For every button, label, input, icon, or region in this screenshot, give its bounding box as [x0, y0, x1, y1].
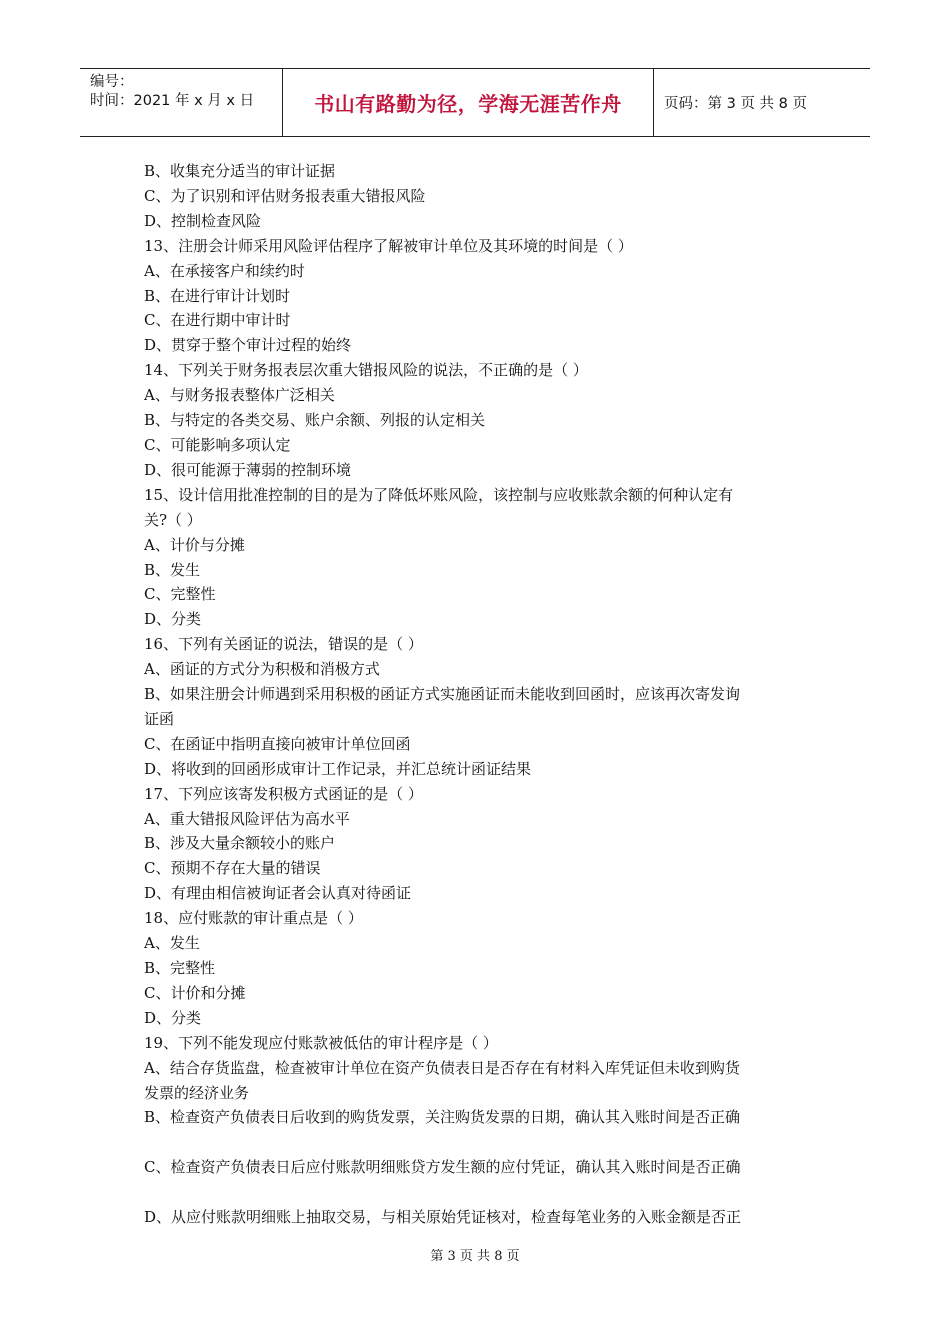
text-line: A、函证的方式分为积极和消极方式 [144, 660, 380, 679]
text-line: 17、下列应该寄发积极方式函证的是（ ） [144, 784, 423, 803]
text-line: B、与特定的各类交易、账户余额、列报的认定相关 [144, 411, 486, 430]
blank-line [144, 1130, 809, 1155]
header-page-code-cell [654, 69, 870, 136]
text-line: C、完整性 [144, 585, 216, 604]
header-motto-cell [282, 69, 654, 136]
text-line: B、完整性 [144, 959, 216, 977]
text-line: B、在进行审计计划时 [144, 286, 291, 305]
text-line: B、检查资产负债表日后收到的购货发票，关注购货发票的日期，确认其入账时间是否正确 [144, 1108, 741, 1127]
text-line: 18、应付账款的审计重点是（ ） [144, 909, 363, 928]
text-line: A、计价与分摊 [144, 535, 245, 554]
text-line: A、结合存货监盘，检查被审计单位在资产负债表日是否存在有材料入库凭证但未收到购货 [144, 1058, 740, 1077]
text-line: D、从应付账款明细账上抽取交易，与相关原始凭证核对，检查每笔业务的入账金额是否正 [144, 1208, 742, 1227]
text-line: D、分类 [144, 610, 202, 629]
page-header [80, 68, 870, 137]
document-number-label: 编号： [90, 74, 134, 90]
text-line: 证函 [144, 709, 175, 728]
text-line: D、很可能源于薄弱的控制环境 [144, 460, 352, 479]
document-date: 时间：2021 年 x 月 x 日 [90, 93, 255, 109]
header-page-code: 页码：第 3 页 共 8 页 [664, 96, 807, 112]
text-line: C、检查资产负债表日后应付账款明细账贷方发生额的应付凭证，确认其入账时间是否正确 [144, 1158, 741, 1177]
blank-line [144, 1180, 809, 1205]
text-line: 13、注册会计师采用风险评估程序了解被审计单位及其环境的时间是（ ） [144, 236, 633, 255]
text-line: C、为了识别和评估财务报表重大错报风险 [144, 186, 426, 205]
header-left-cell [80, 69, 282, 136]
text-line: C、在函证中指明直接向被审计单位回函 [144, 734, 411, 753]
text-line: B、收集充分适当的审计证据 [144, 162, 336, 180]
text-line: B、如果注册会计师遇到采用积极的函证方式实施函证而未能收到回函时，应该再次寄发询 [144, 685, 741, 704]
text-line: D、分类 [144, 1008, 202, 1027]
text-line: C、计价和分摊 [144, 983, 246, 1002]
text-line: A、发生 [144, 934, 200, 953]
text-line: A、在承接客户和续约时 [144, 261, 305, 280]
header-motto: 书山有路勤为径，学海无涯苦作舟 [314, 92, 622, 116]
text-line: 15、设计信用批准控制的目的是为了降低坏账风险，该控制与应收账款余额的何种认定有 [144, 485, 734, 504]
text-line: 发票的经济业务 [144, 1083, 250, 1102]
text-line: C、可能影响多项认定 [144, 435, 291, 454]
text-line: 19、下列不能发现应付账款被低估的审计程序是（ ） [144, 1033, 498, 1052]
text-line: B、涉及大量余额较小的账户 [144, 834, 336, 853]
text-line: D、控制检查风险 [144, 211, 262, 230]
text-line: D、有理由相信被询证者会认真对待函证 [144, 884, 412, 903]
text-line: C、预期不存在大量的错误 [144, 859, 321, 878]
text-line: C、在进行期中审计时 [144, 311, 291, 330]
text-line: 14、下列关于财务报表层次重大错报风险的说法，不正确的是（ ） [144, 361, 588, 380]
text-line: D、贯穿于整个审计过程的始终 [144, 336, 352, 355]
text-line: 16、下列有关函证的说法，错误的是（ ） [144, 635, 423, 654]
document-body [144, 159, 809, 1230]
text-line: A、与财务报表整体广泛相关 [144, 386, 335, 405]
text-line: 关?（ ） [144, 510, 202, 529]
page-footer: 第 3 页 共 8 页 [430, 1249, 520, 1264]
text-line: D、将收到的回函形成审计工作记录，并汇总统计函证结果 [144, 759, 532, 778]
text-line: A、重大错报风险评估为高水平 [144, 809, 350, 828]
text-line: B、发生 [144, 560, 201, 579]
